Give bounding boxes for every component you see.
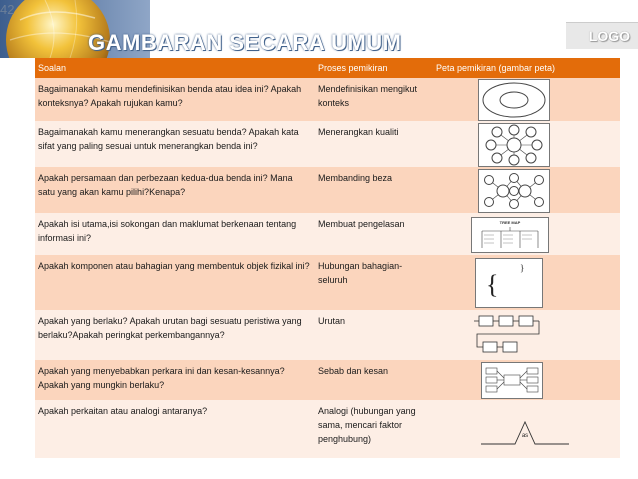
question-cell: Bagaimanakah kamu mendefinisikan benda atau idea ini? Apakah konteksnya? Apakah rujukan kamu? [38,84,302,108]
map-cell [433,121,620,167]
page-number: 42 [0,2,15,17]
table-header [35,58,620,78]
svg-text:{: { [486,270,499,299]
question-cell: Apakah persamaan dan perbezaan kedua-dua benda ini? Mana satu yang akan kamu pilihi?Kenapa? [38,173,293,197]
logo: LOGO [588,28,630,44]
table-row [35,310,620,360]
tree-map-label: TREE MAP [499,220,521,225]
slide-title: GAMBARAN SECARA UMUM [88,30,402,55]
question-cell: Apakah komponen atau bahagian yang membentuk objek fizikal ini? [38,261,310,271]
map-cell [433,78,620,121]
flow-map-image [473,312,553,358]
process-cell: Menerangkan kualiti [318,127,399,137]
table-row [35,167,620,213]
process-cell: Urutan [318,316,346,326]
header-peta: Peta pemikiran (gambar peta) [436,63,556,73]
bridge-map-label: as [521,433,529,439]
map-cell [433,255,620,310]
map-cell [433,360,620,400]
map-cell [433,167,620,213]
circle-map-image [478,79,550,121]
question-cell: Apakah isi utama,isi sokongan dan maklumat berkenaan tentang informasi ini? [38,219,297,243]
question-cell: Apakah yang berlaku? Apakah urutan bagi sesuatu peristiwa yang berlaku?Apakah peringkat perkembangannya? [38,316,302,340]
map-cell [433,310,620,360]
double-bubble-map-image [478,169,550,213]
header-soalan: Soalan [38,63,67,73]
question-cell: Apakah perkaitan atau analogi antaranya? [38,406,208,416]
header-proses: Proses pemikiran [318,63,388,73]
tree-map-image [471,217,549,253]
process-cell: Membuat pengelasan [318,219,405,229]
process-cell: Mendefinisikan mengikut konteks [318,84,418,108]
table-row [35,360,620,400]
question-cell: Bagaimanakah kamu menerangkan sesuatu benda? Apakah kata sifat yang paling sesuai untuk menerangkan benda ini? [38,127,299,151]
map-cell [433,400,620,458]
table-row [35,255,620,310]
table-row [35,400,620,458]
question-cell: Apakah yang menyebabkan perkara ini dan kesan-kesannya? Apakah yang mungkin berlaku? [38,366,285,390]
slide-header [0,0,638,58]
process-cell: Membanding beza [318,173,393,183]
table-row [35,121,620,167]
process-cell: Analogi (hubungan yang sama, mencari faktor penghubung) [318,406,416,444]
multi-flow-map-image [481,362,543,399]
bubble-map-image [478,123,550,167]
table-row [35,213,620,255]
process-cell: Sebab dan kesan [318,366,389,376]
table-row [35,78,620,121]
svg-text:}: } [520,263,525,273]
brace-map-image [475,258,543,308]
map-cell [433,213,620,255]
bridge-map-image [473,404,573,454]
thinking-maps-table [35,58,620,458]
logo-bar [566,22,638,49]
process-cell: Hubungan bahagian-seluruh [318,261,403,285]
